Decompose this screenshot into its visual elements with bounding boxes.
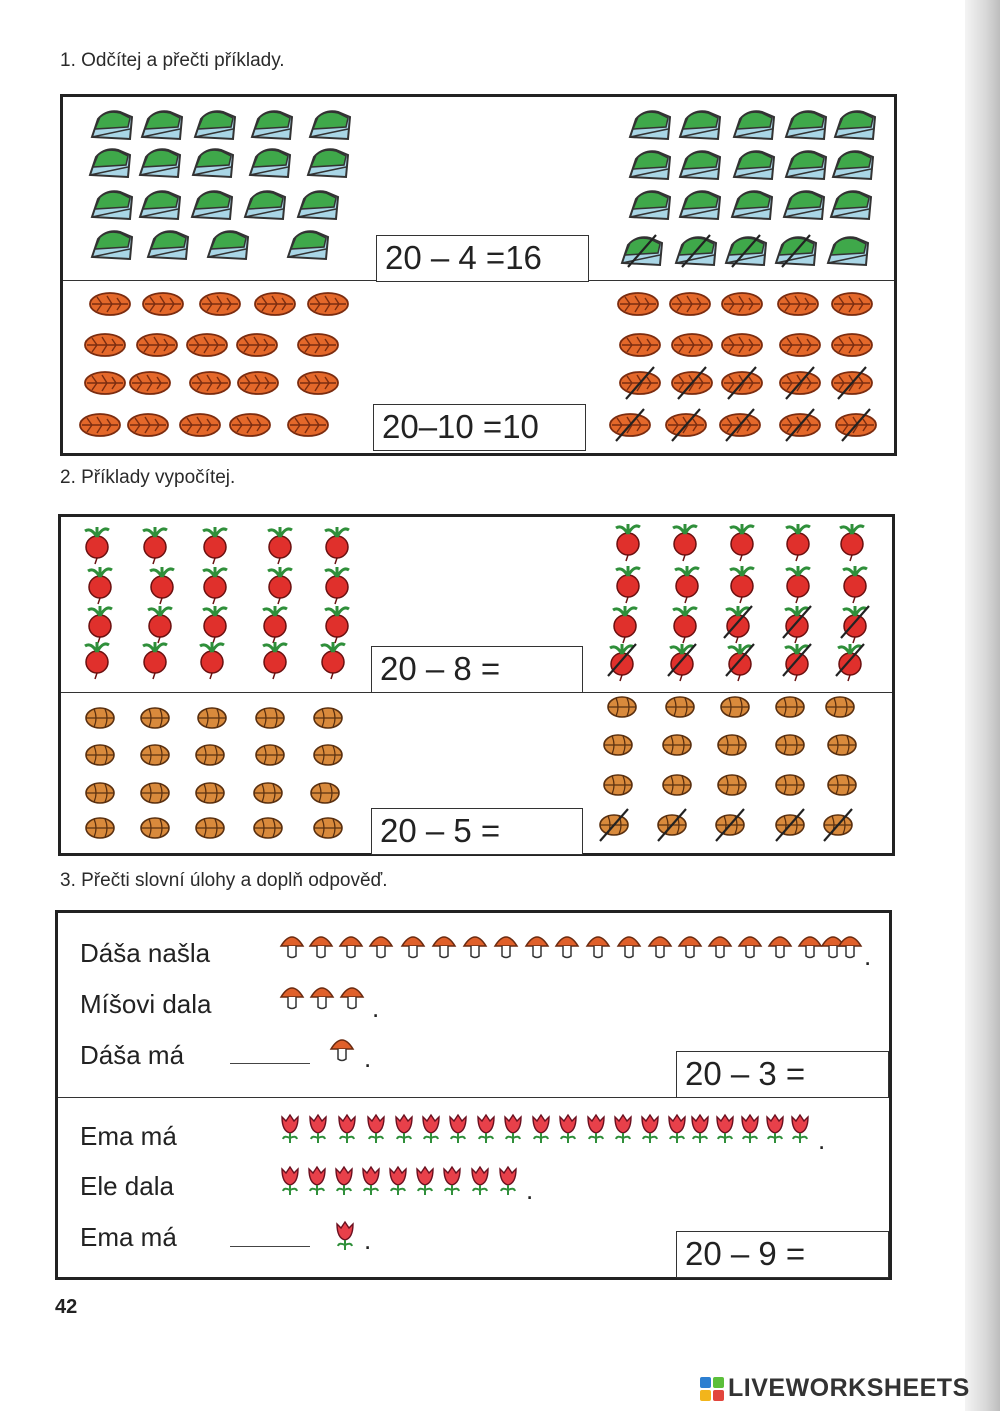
mushroom-task-line-1: Dáša našla bbox=[80, 938, 211, 968]
pie-slice-icon bbox=[195, 111, 235, 139]
radish-group-right bbox=[608, 524, 869, 681]
flower-line-1-dot: . bbox=[818, 1125, 826, 1155]
mushroom-task-line-3: Dáša má bbox=[80, 1040, 185, 1070]
exercise-2-heading: 2. Příklady vypočítej. bbox=[60, 467, 236, 488]
pie-slice-icon bbox=[193, 149, 233, 177]
pie-slice-icon bbox=[252, 111, 292, 139]
pie-equation-box: 20 – 4 =16 bbox=[376, 235, 589, 282]
flower-equation-input[interactable]: 20 – 9 = bbox=[676, 1231, 889, 1278]
radish-group-left bbox=[85, 527, 349, 679]
pie-group-left bbox=[90, 111, 350, 259]
pie-slice-icon bbox=[148, 231, 188, 259]
pie-slice-icon bbox=[245, 191, 285, 219]
pie-slice-icon bbox=[192, 191, 232, 219]
flower-task-line-1: Ema má bbox=[80, 1121, 177, 1151]
mushroom-line-2-dot: . bbox=[372, 993, 380, 1023]
flower-task-line-2: Ele dala bbox=[80, 1171, 174, 1201]
tulip-row-has bbox=[282, 1115, 808, 1143]
liveworksheets-logo-icon bbox=[700, 1377, 724, 1401]
tulip-row-left bbox=[337, 1222, 353, 1250]
mushroom-row-found bbox=[281, 937, 861, 958]
pie-slice-icon bbox=[90, 149, 130, 177]
exercise-1-heading: 1. Odčítej a přečti příklady. bbox=[60, 50, 285, 71]
exercise-3-heading: 3. Přečti slovní úlohy a doplň odpověď. bbox=[60, 870, 388, 891]
leaf-equation-box: 20–10 =10 bbox=[373, 404, 586, 451]
leaf-group-right bbox=[610, 293, 876, 441]
tulip-row-given bbox=[282, 1167, 516, 1195]
pie-slice-icon bbox=[140, 191, 180, 219]
pie-slice-icon bbox=[140, 149, 180, 177]
walnut-group-right bbox=[600, 697, 856, 841]
pie-slice-icon bbox=[298, 191, 338, 219]
radish-equation-input[interactable]: 20 – 8 = bbox=[371, 646, 583, 693]
pie-slice-icon bbox=[92, 191, 132, 219]
flower-line-3-dot: . bbox=[364, 1225, 372, 1255]
mushroom-row-given bbox=[281, 988, 363, 1009]
mushroom-line-3-dot: . bbox=[364, 1043, 372, 1073]
walnut-equation-input[interactable]: 20 – 5 = bbox=[371, 808, 583, 855]
pie-slice-icon bbox=[92, 111, 132, 139]
mushroom-equation-input[interactable]: 20 – 3 = bbox=[676, 1051, 889, 1098]
mushroom-row-left bbox=[331, 1040, 353, 1061]
pie-slice-icon bbox=[288, 231, 328, 259]
pie-slice-icon bbox=[142, 111, 182, 139]
mushroom-task-line-2: Míšovi dala bbox=[80, 989, 212, 1019]
flower-line-2-dot: . bbox=[526, 1175, 534, 1205]
liveworksheets-logo-text: LIVEWORKSHEETS bbox=[728, 1374, 970, 1402]
flower-task-line-3: Ema má bbox=[80, 1222, 177, 1252]
pie-group-right bbox=[622, 111, 875, 267]
leaf-group-left bbox=[80, 293, 348, 436]
pie-slice-icon bbox=[308, 149, 348, 177]
mushroom-line-1-dot: . bbox=[864, 941, 872, 971]
walnut-group-left bbox=[86, 708, 342, 838]
pie-slice-icon bbox=[250, 149, 290, 177]
page-number: 42 bbox=[55, 1296, 78, 1318]
pie-slice-icon bbox=[92, 231, 132, 259]
pie-slice-icon bbox=[208, 231, 248, 259]
pie-slice-icon bbox=[310, 111, 350, 139]
liveworksheets-logo[interactable] bbox=[700, 1374, 970, 1403]
